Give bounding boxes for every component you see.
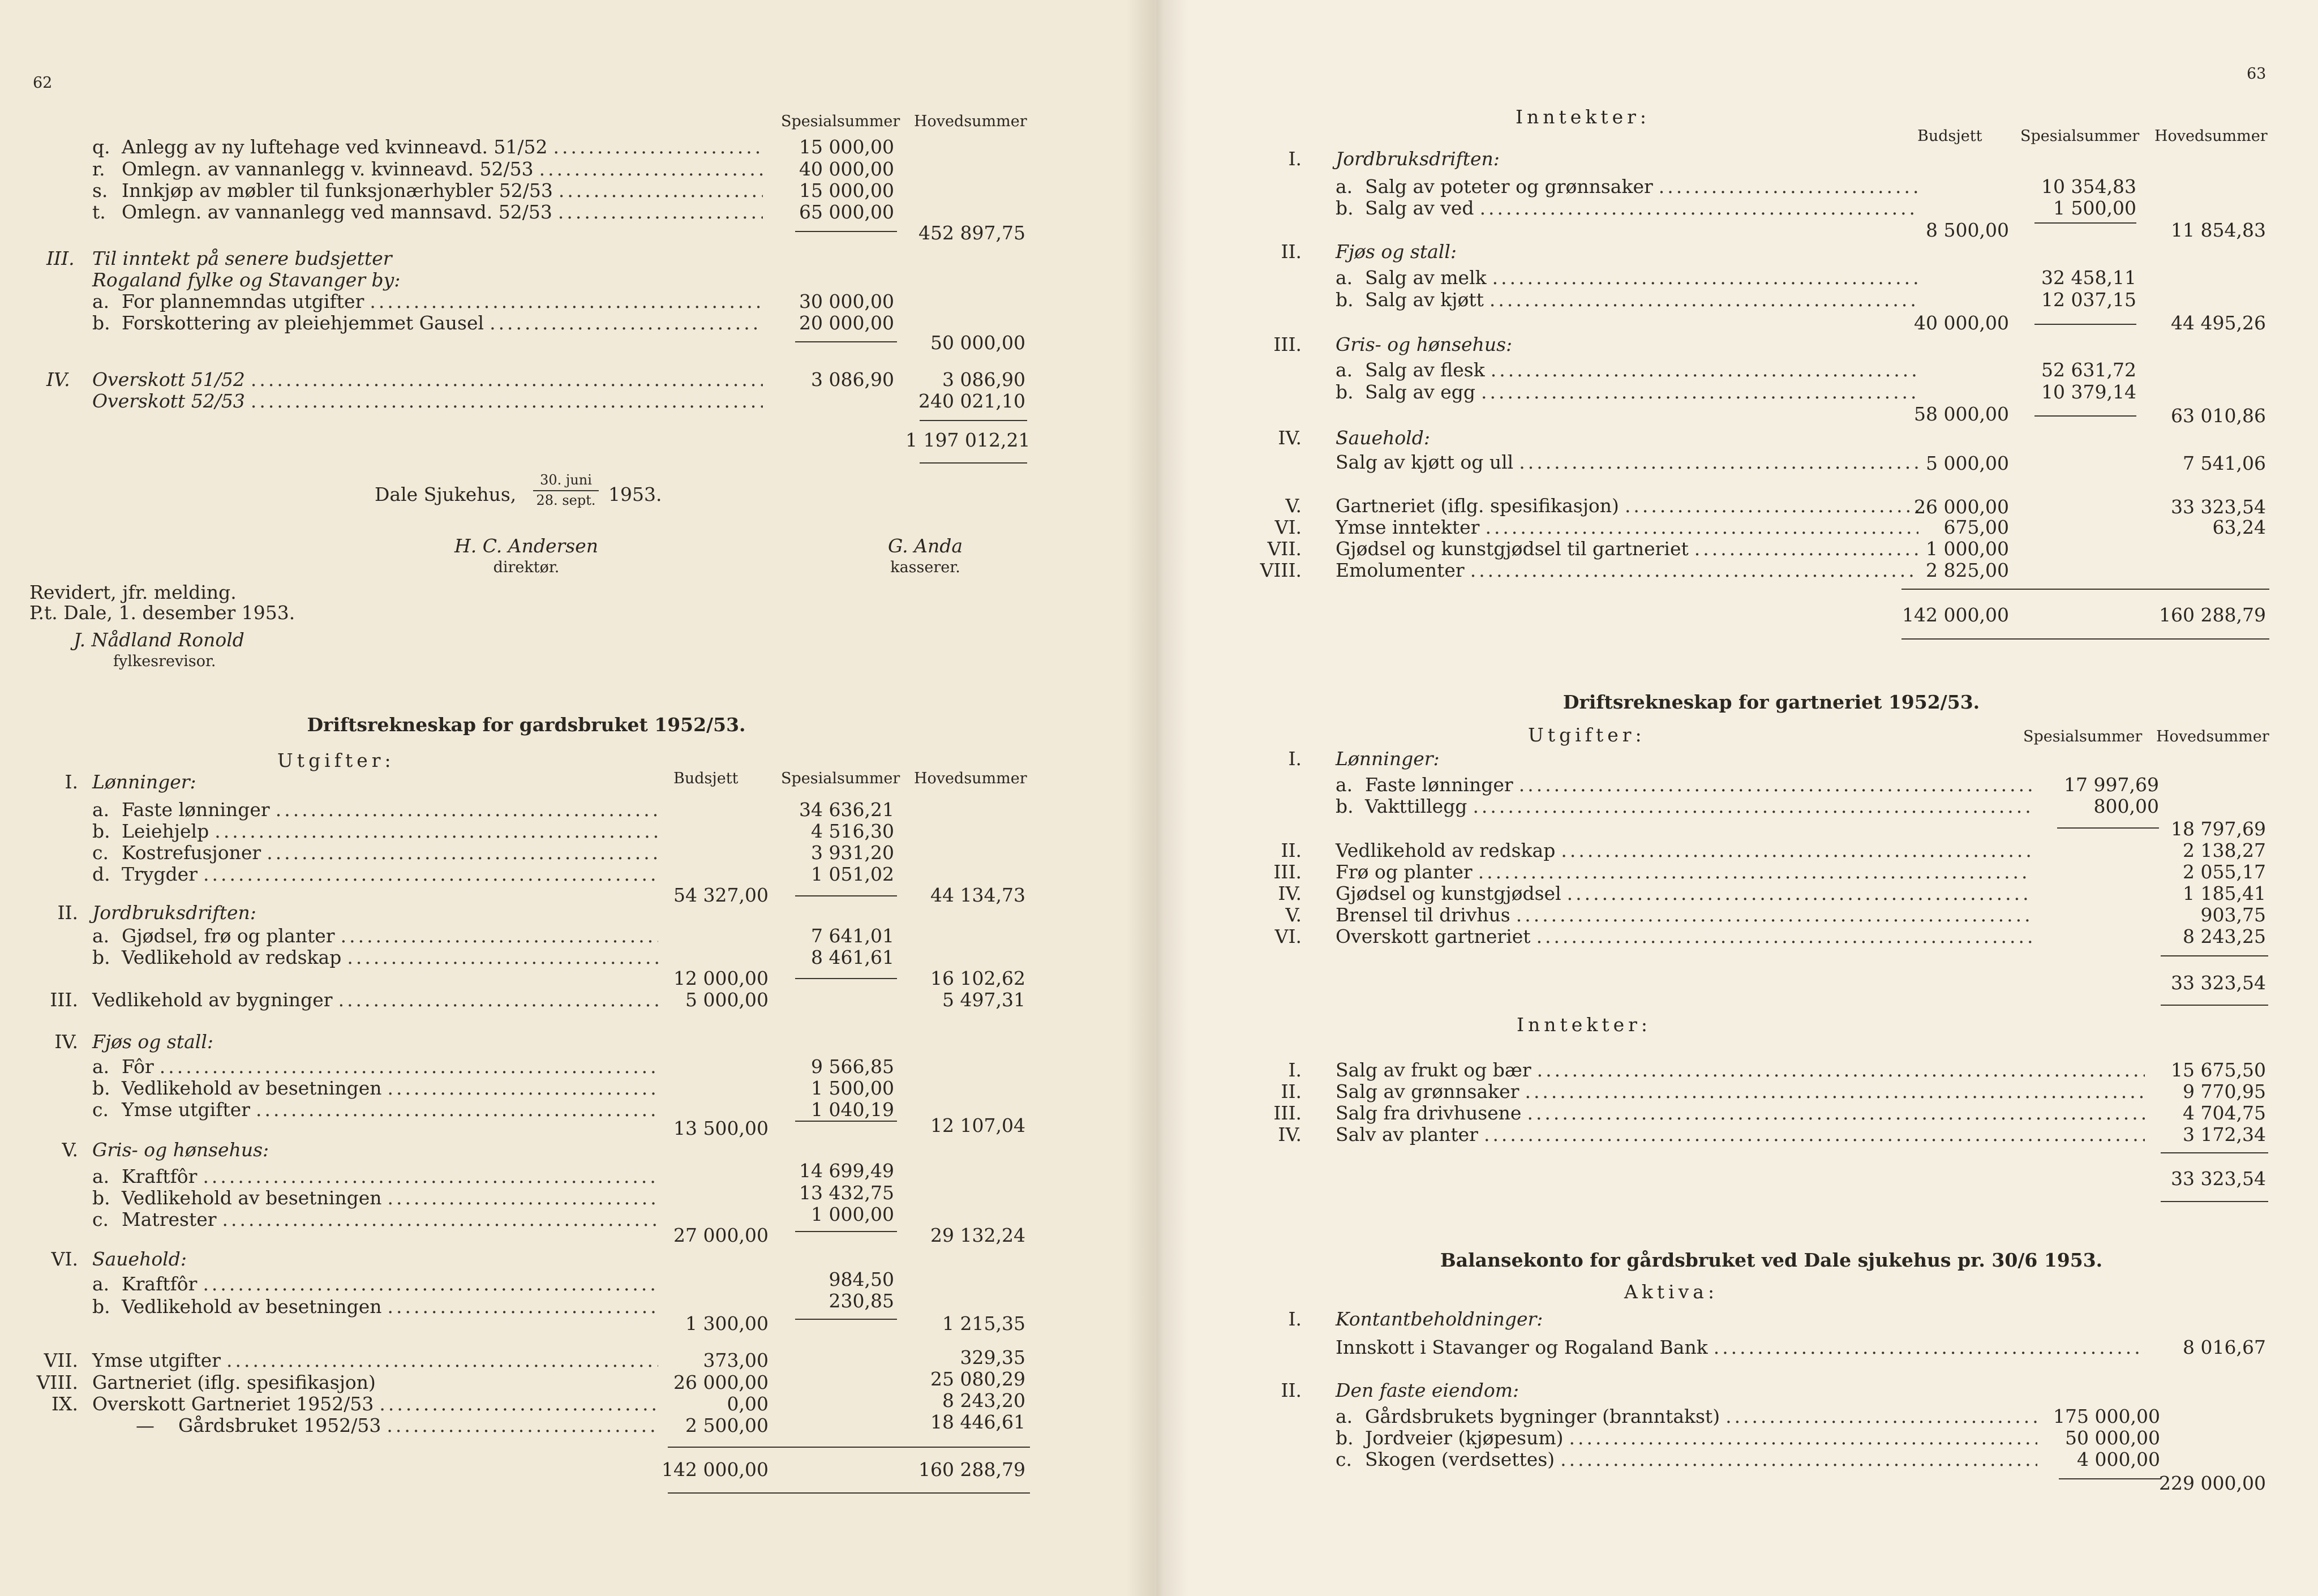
section-heading: Jordbruksdriften:	[1336, 148, 1500, 170]
amount: 3 086,90	[942, 368, 1025, 391]
subtotal: 1 215,35	[942, 1312, 1025, 1335]
subtotal: 452 897,75	[918, 222, 1025, 244]
book-gutter	[1126, 0, 1188, 1596]
amount: 13 432,75	[799, 1182, 894, 1204]
amount: 240 021,10	[918, 390, 1025, 412]
subtotal: 329,35	[960, 1346, 1025, 1368]
ledger-row: Overskott 52/53 .....	[92, 391, 763, 412]
signature-date-top: 30. juni	[540, 472, 592, 488]
subtotal: 44 134,73	[930, 884, 1025, 906]
col-header-hovedsummer: Hovedsummer	[2154, 127, 2268, 145]
ledger-row: a. Kraftfôr .....	[92, 1273, 658, 1295]
budget-amount: 0,00	[727, 1393, 769, 1415]
subtotal: 18 797,69	[2171, 818, 2266, 840]
ledger-row: b. Leiehjelp .....	[92, 821, 658, 842]
section-heading: Fjøs og stall:	[1336, 241, 1457, 263]
roman-numeral: VII.	[1267, 538, 1302, 560]
col-header-hovedsummer: Hovedsummer	[2156, 728, 2269, 745]
grand-total: 33 323,54	[2171, 972, 2266, 994]
col-header-budsjett: Budsjett	[1917, 127, 1982, 145]
budget-amount: 5 000,00	[1926, 452, 2009, 474]
ledger-row: b. Vakttillegg .....	[1336, 796, 2032, 817]
amount: 17 997,69	[2064, 774, 2159, 796]
subtotal: 3 172,34	[2183, 1123, 2266, 1145]
signatory-title: kasserer.	[890, 559, 960, 576]
subtotal: 29 132,24	[930, 1224, 1025, 1246]
amount: 20 000,00	[799, 312, 894, 334]
ledger-row: Overskott Gartneriet 1952/53 .....	[92, 1393, 658, 1415]
ledger-row: Brensel til drivhus .....	[1336, 904, 2032, 926]
sum-rule	[795, 978, 897, 979]
signature-year: 1953.	[608, 483, 662, 505]
amount: 15 000,00	[799, 136, 894, 158]
amount: 3 086,90	[811, 368, 894, 391]
subtotal: 16 102,62	[930, 967, 1025, 989]
ledger-row: Salg fra drivhusene .....	[1336, 1102, 2145, 1124]
roman-numeral: IX.	[51, 1393, 78, 1415]
subtotal: 4 704,75	[2183, 1102, 2266, 1124]
section-heading: Gris- og hønsehus:	[1336, 333, 1513, 355]
sum-rule	[795, 895, 897, 896]
budget-amount: 373,00	[703, 1349, 769, 1371]
utgifter-heading: Utgifter:	[1528, 724, 1646, 746]
grand-total: 33 323,54	[2171, 1168, 2266, 1190]
col-header-hovedsummer: Hovedsummer	[914, 770, 1027, 787]
utgifter-heading: Utgifter:	[277, 749, 395, 771]
roman-numeral: VI.	[1274, 925, 1302, 947]
ledger-row: Gartneriet (iflg. spesifikasjon) .....	[1336, 495, 1918, 517]
total-rule	[1901, 638, 2269, 640]
roman-numeral: VII.	[44, 1349, 78, 1371]
ledger-row: a. Salg av poteter og grønnsaker .....	[1336, 176, 1918, 198]
roman-numeral: IV.	[46, 368, 70, 391]
ledger-row: a. Fôr .....	[92, 1056, 658, 1078]
ledger-row: a. Salg av flesk .....	[1336, 359, 1918, 381]
section-heading: Sauehold:	[92, 1248, 187, 1270]
sum-rule	[795, 1121, 897, 1122]
section-heading: Gris- og hønsehus:	[92, 1139, 269, 1161]
subtotal: 63,24	[2212, 516, 2266, 538]
total-rule	[2161, 1201, 2268, 1202]
subtotal: 44 495,26	[2171, 312, 2266, 334]
amount: 3 931,20	[811, 842, 894, 864]
subtotal: 50 000,00	[930, 332, 1025, 354]
grand-total: 160 288,79	[2159, 604, 2266, 626]
inntekter-heading: Inntekter:	[1517, 1014, 1652, 1036]
aktiva-heading: Aktiva:	[1624, 1281, 1719, 1303]
budget-amount: 2 825,00	[1926, 559, 2009, 581]
amount: 32 458,11	[2041, 267, 2136, 289]
amount: 50 000,00	[2065, 1427, 2160, 1449]
ledger-row: a. For plannemndas utgifter .....	[92, 291, 763, 312]
fraction-rule	[533, 490, 599, 491]
sum-rule	[795, 1319, 897, 1320]
signatory-name: H. C. Andersen	[454, 535, 599, 557]
ledger-row: b. Vedlikehold av redskap .....	[92, 947, 658, 968]
amount: 15 000,00	[799, 179, 894, 201]
section-heading: Sauehold:	[1336, 427, 1430, 449]
total-rule	[920, 462, 1027, 464]
subtotal: 12 107,04	[930, 1114, 1025, 1136]
ledger-row: Overskott 51/52 .....	[92, 369, 763, 391]
budget-amount: 40 000,00	[1914, 312, 2009, 334]
roman-numeral: IV.	[1278, 882, 1302, 904]
sum-rule	[2034, 415, 2136, 417]
roman-numeral: IV.	[1278, 427, 1302, 449]
ledger-row: b. Salg av kjøtt .....	[1336, 289, 1918, 311]
roman-numeral: IV.	[54, 1031, 78, 1053]
subtotal: 9 770,95	[2183, 1080, 2266, 1102]
ledger-row: q. Anlegg av ny luftehage ved kvinneavd. 51/52 .....	[92, 136, 763, 158]
ledger-row: d. Trygder .....	[92, 864, 658, 885]
ledger-row: a. Kraftfôr .....	[92, 1166, 658, 1187]
section-heading: Lønninger:	[1336, 748, 1440, 770]
amount: 8 461,61	[811, 946, 894, 968]
section-title: Balansekonto for gårdsbruket ved Dale sjukehus pr. 30/6 1953.	[1440, 1249, 2103, 1271]
subtotal: 8 243,20	[942, 1389, 1025, 1411]
budget-amount: 1 000,00	[1926, 538, 2009, 560]
ledger-row: a. Salg av melk .....	[1336, 267, 1918, 289]
ledger-row: a. Gjødsel, frø og planter .....	[92, 925, 658, 947]
page-number: 62	[33, 74, 53, 92]
ledger-row: Innskott i Stavanger og Rogaland Bank .....	[1336, 1337, 2145, 1358]
sum-rule	[2161, 955, 2268, 956]
ledger-row: Salg av frukt og bær .....	[1336, 1059, 2145, 1081]
budget-amount: 58 000,00	[1914, 403, 2009, 425]
grand-total: 1 197 012,21	[905, 429, 1031, 451]
roman-numeral: VI.	[51, 1248, 78, 1270]
col-header-budsjett: Budsjett	[673, 770, 739, 787]
revisor-title: fylkesrevisor.	[113, 653, 216, 670]
budget-amount: 26 000,00	[673, 1371, 769, 1393]
amount: 4 516,30	[811, 820, 894, 842]
amount: 52 631,72	[2041, 359, 2136, 381]
left-page	[0, 0, 1154, 1596]
ledger-row: b. Forskottering av pleiehjemmet Gausel .....	[92, 312, 763, 334]
subtotal: 903,75	[2200, 904, 2266, 926]
section-heading: Jordbruksdriften:	[92, 902, 256, 924]
inntekter-heading: Inntekter:	[1516, 106, 1651, 128]
ledger-row: Frø og planter .....	[1336, 861, 2032, 883]
ledger-row: b. Vedlikehold av besetningen .....	[92, 1296, 658, 1318]
page-number: 63	[2247, 65, 2267, 83]
amount: 7 641,01	[811, 925, 894, 947]
ledger-row: Salg av kjøtt og ull .....	[1336, 452, 1918, 473]
subtotal: 8 016,67	[2183, 1336, 2266, 1358]
amount: 14 699,49	[799, 1160, 894, 1182]
subtotal: 7 541,06	[2183, 452, 2266, 474]
col-header-spesialsummer: Spesialsummer	[781, 770, 900, 787]
ledger-row: Overskott gartneriet .....	[1336, 926, 2032, 947]
amount: 1 051,02	[811, 863, 894, 885]
roman-numeral: II.	[1281, 1379, 1302, 1401]
subtotal: 2 055,17	[2183, 861, 2266, 883]
amount: 65 000,00	[799, 201, 894, 223]
amount: 800,00	[2093, 795, 2159, 817]
ledger-row: Ymse inntekter .....	[1336, 517, 1918, 538]
amount: 40 000,00	[799, 158, 894, 180]
section-heading: Til inntekt på senere budsjetter	[92, 247, 392, 269]
amount: 230,85	[829, 1290, 894, 1312]
ledger-row: b. Vedlikehold av besetningen .....	[92, 1078, 658, 1099]
ledger-row: c. Ymse utgifter .....	[92, 1099, 658, 1121]
ledger-row: c. Skogen (verdsettes) .....	[1336, 1449, 2037, 1470]
section-heading: Den faste eiendom:	[1336, 1379, 1519, 1401]
subtotal: 33 323,54	[2171, 496, 2266, 518]
sum-rule	[2034, 222, 2136, 224]
col-header-spesialsummer: Spesialsummer	[2023, 728, 2143, 745]
sum-rule	[668, 1447, 1030, 1448]
section-heading: Fjøs og stall:	[92, 1031, 214, 1053]
section-heading: Lønninger:	[92, 771, 196, 793]
total-rule	[2161, 1005, 2268, 1006]
sum-rule	[795, 231, 897, 232]
section-heading: Rogaland fylke og Stavanger by:	[92, 269, 401, 291]
roman-numeral: V.	[1285, 904, 1302, 926]
amount: 12 037,15	[2041, 289, 2136, 311]
ledger-row: t. Omlegn. av vannanlegg ved mannsavd. 52/53 .....	[92, 201, 763, 223]
roman-numeral: III.	[46, 247, 75, 269]
ledger-row: b. Salg av ved .....	[1336, 198, 1918, 219]
sum-rule	[2057, 827, 2159, 829]
budget-amount: 54 327,00	[673, 884, 769, 906]
roman-numeral: VI.	[1274, 516, 1302, 538]
signature-date-bottom: 28. sept.	[536, 492, 596, 508]
grand-total: 160 288,79	[918, 1458, 1025, 1481]
roman-numeral: VIII.	[36, 1371, 78, 1393]
roman-numeral: III.	[1273, 861, 1302, 883]
roman-numeral: I.	[65, 771, 78, 793]
amount: 34 636,21	[799, 799, 894, 821]
ledger-row: b. Salg av egg .....	[1336, 381, 1918, 403]
amount: 1 500,00	[811, 1077, 894, 1099]
ledger-row: b. Vedlikehold av besetningen .....	[92, 1187, 658, 1209]
ledger-row: Salv av planter .....	[1336, 1124, 2145, 1145]
amount: 984,50	[829, 1268, 894, 1290]
ledger-row: Gjødsel og kunstgjødsel .....	[1336, 883, 2032, 904]
dash: —	[136, 1414, 154, 1436]
revisor-name: J. Nådland Ronold	[74, 629, 244, 651]
sum-rule	[2161, 1152, 2268, 1153]
subtotal: 11 854,83	[2171, 219, 2266, 241]
col-header-hovedsummer: Hovedsummer	[914, 113, 1027, 130]
col-header-spesialsummer: Spesialsummer	[2020, 127, 2140, 145]
subtotal: 15 675,50	[2171, 1059, 2266, 1081]
roman-numeral: II.	[1281, 1080, 1302, 1102]
budget-amount: 2 500,00	[685, 1414, 769, 1436]
subtotal: 5 497,31	[942, 989, 1025, 1011]
budget-amount: 26 000,00	[1914, 496, 2009, 518]
sum-rule	[795, 1231, 897, 1232]
right-page	[1154, 0, 2318, 1596]
roman-numeral: IV.	[1278, 1123, 1302, 1145]
roman-numeral: II.	[1281, 839, 1302, 861]
sum-rule	[920, 420, 1027, 421]
section-heading: Kontantbeholdninger:	[1336, 1308, 1543, 1330]
subtotal: 25 080,29	[930, 1368, 1025, 1390]
signatory-name: G. Anda	[887, 535, 963, 557]
ledger-row: c. Matrester .....	[92, 1209, 658, 1230]
roman-numeral: I.	[1288, 1059, 1302, 1081]
ledger-row: Gjødsel og kunstgjødsel til gartneriet .....	[1336, 538, 1918, 560]
subtotal: 2 138,27	[2183, 839, 2266, 861]
roman-numeral: V.	[1285, 495, 1302, 517]
ledger-row: a. Gårdsbrukets bygninger (branntakst) .....	[1336, 1406, 2037, 1427]
ledger-row: r. Omlegn. av vannanlegg v. kvinneavd. 52/53 .....	[92, 158, 763, 180]
budget-amount: 8 500,00	[1926, 219, 2009, 241]
amount: 1 040,19	[811, 1099, 894, 1121]
ledger-row: Vedlikehold av redskap .....	[1336, 840, 2032, 861]
ledger-row: Vedlikehold av bygninger .....	[92, 989, 658, 1011]
roman-numeral: II.	[57, 902, 78, 924]
roman-numeral: VIII.	[1260, 559, 1302, 581]
subtotal: 8 243,25	[2183, 925, 2266, 947]
ledger-row: c. Kostrefusjoner .....	[92, 842, 658, 864]
subtotal: 1 185,41	[2183, 882, 2266, 904]
ledger-text: Gartneriet (iflg. spesifikasjon)	[92, 1371, 376, 1393]
sum-rule	[1901, 589, 2269, 590]
roman-numeral: I.	[1288, 1308, 1302, 1330]
subtotal: 63 010,86	[2171, 405, 2266, 427]
roman-numeral: I.	[1288, 148, 1302, 170]
amount: 9 566,85	[811, 1056, 894, 1078]
revision-note: Revidert, jfr. melding.	[29, 581, 237, 603]
ledger-row: b. Jordveier (kjøpesum) .....	[1336, 1427, 2037, 1449]
budget-amount: 5 000,00	[685, 989, 769, 1011]
budget-amount: 12 000,00	[673, 967, 769, 989]
section-title: Driftsrekneskap for gardsbruket 1952/53.	[307, 714, 746, 736]
ledger-row: Ymse utgifter .....	[92, 1350, 658, 1371]
roman-numeral: III.	[50, 989, 78, 1011]
ledger-row: Gårdsbruket 1952/53 .....	[178, 1415, 658, 1436]
signature-place: Dale Sjukehus,	[375, 483, 517, 505]
section-title: Driftsrekneskap for gartneriet 1952/53.	[1562, 691, 1980, 713]
col-header-spesialsummer: Spesialsummer	[781, 113, 900, 130]
amount: 1 500,00	[2053, 197, 2136, 219]
ledger-row: Emolumenter .....	[1336, 560, 1918, 581]
amount: 30 000,00	[799, 290, 894, 312]
amount: 10 354,83	[2041, 175, 2136, 198]
amount: 1 000,00	[811, 1203, 894, 1225]
sum-rule	[795, 341, 897, 342]
subtotal: 229 000,00	[2159, 1472, 2266, 1494]
budget-total: 142 000,00	[662, 1458, 769, 1481]
amount: 4 000,00	[2077, 1448, 2160, 1470]
ledger-row: s. Innkjøp av møbler til funksjonærhybler 52/53 .....	[92, 180, 763, 201]
subtotal: 18 446,61	[930, 1411, 1025, 1433]
sum-rule	[2034, 324, 2136, 325]
budget-total: 142 000,00	[1902, 604, 2009, 626]
roman-numeral: III.	[1273, 333, 1302, 355]
budget-amount: 13 500,00	[673, 1117, 769, 1139]
ledger-row: a. Faste lønninger .....	[92, 799, 658, 821]
ledger-row: Salg av grønnsaker .....	[1336, 1081, 2145, 1102]
roman-numeral: V.	[62, 1139, 78, 1161]
amount: 175 000,00	[2053, 1405, 2160, 1427]
budget-amount: 1 300,00	[685, 1312, 769, 1335]
amount: 10 379,14	[2041, 381, 2136, 403]
roman-numeral: III.	[1273, 1102, 1302, 1124]
budget-amount: 675,00	[1943, 516, 2009, 538]
signatory-title: direktør.	[493, 559, 560, 576]
total-rule	[668, 1492, 1030, 1494]
ledger-row: a. Faste lønninger .....	[1336, 774, 2032, 796]
budget-amount: 27 000,00	[673, 1224, 769, 1246]
roman-numeral: I.	[1288, 748, 1302, 770]
roman-numeral: II.	[1281, 241, 1302, 263]
revision-note: P.t. Dale, 1. desember 1953.	[29, 602, 295, 624]
